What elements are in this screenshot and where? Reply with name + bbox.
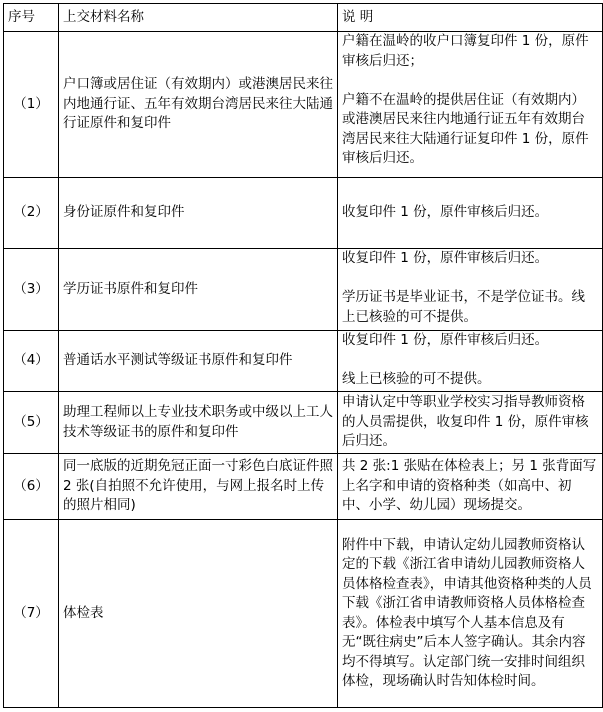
row-desc bbox=[338, 32, 603, 178]
row-no: （6） bbox=[4, 454, 59, 520]
desc-paragraph: 线上已核验的可不提供。 bbox=[342, 371, 491, 387]
row-desc bbox=[338, 454, 603, 520]
table-row bbox=[4, 249, 603, 331]
table-row bbox=[4, 520, 603, 708]
row-name: 学历证书原件和复印件 bbox=[59, 249, 338, 331]
header-no: 序号 bbox=[4, 4, 59, 32]
row-no: （2） bbox=[4, 178, 59, 249]
row-no: （3） bbox=[4, 249, 59, 331]
row-no: （5） bbox=[4, 392, 59, 454]
table-row bbox=[4, 32, 603, 178]
table-row bbox=[4, 331, 603, 392]
desc-paragraph: 附件中下载，申请认定幼儿园教师资格认定的下载《浙江省申请幼儿园教师资格人员体格检查表》，申请其他资格种类的人员下载《浙江省申请教师资格人员体格检查表》。体检表中填写个人基本信息及有无“既往病史”后本人签字确认。其余内容均不得填写。认定部门统一安排时间组织体检，现场确认时告知体检时间。 bbox=[342, 536, 592, 689]
desc-paragraph: 户籍在温岭的收户口簿复印件 1 份，原件审核后归还； bbox=[342, 33, 589, 69]
row-desc bbox=[338, 178, 603, 249]
row-name: 助理工程师以上专业技术职务或中级以上工人技术等级证书的原件和复印件 bbox=[59, 392, 338, 454]
row-desc bbox=[338, 392, 603, 454]
row-desc bbox=[338, 520, 603, 708]
row-name: 同一底版的近期免冠正面一寸彩色白底证件照 2 张(自拍照不允许使用，与网上报名时上传的照片相同) bbox=[59, 454, 338, 520]
desc-paragraph: 收复印件 1 份，原件审核后归还。 bbox=[342, 250, 549, 266]
materials-table bbox=[3, 3, 603, 708]
desc-paragraph: 申请认定中等职业学校实习指导教师资格的人员需提供，收复印件 1 份，原件审核后归还。 bbox=[342, 394, 589, 450]
row-desc bbox=[338, 331, 603, 392]
row-name: 体检表 bbox=[59, 520, 338, 708]
row-no: （4） bbox=[4, 331, 59, 392]
row-no: （7） bbox=[4, 520, 59, 708]
header-name: 上交材料名称 bbox=[59, 4, 338, 32]
desc-paragraph: 共 2 张:1 张贴在体检表上；另 1 张背面写上名字和申请的资格种类（如高中、初中、小学、幼儿园）现场提交。 bbox=[342, 458, 597, 514]
desc-paragraph: 户籍不在温岭的提供居住证（有效期内）或港澳居民来往内地通行证五年有效期台湾居民来往大陆通行证复印件 1 份，原件审核后归还。 bbox=[342, 91, 589, 166]
row-desc bbox=[338, 249, 603, 331]
desc-paragraph: 收复印件 1 份，原件审核后归还。 bbox=[342, 332, 549, 348]
desc-paragraph: 收复印件 1 份，原件审核后归还。 bbox=[342, 204, 549, 221]
row-name: 户口簿或居住证（有效期内）或港澳居民来往内地通行证、五年有效期台湾居民来往大陆通行证原件和复印件 bbox=[59, 32, 338, 178]
table-row bbox=[4, 454, 603, 520]
row-no: （1） bbox=[4, 32, 59, 178]
row-name: 普通话水平测试等级证书原件和复印件 bbox=[59, 331, 338, 392]
header-desc: 说 明 bbox=[338, 4, 603, 32]
table-row bbox=[4, 178, 603, 249]
row-name: 身份证原件和复印件 bbox=[59, 178, 338, 249]
desc-paragraph: 学历证书是毕业证书，不是学位证书。线上已核验的可不提供。 bbox=[342, 289, 585, 325]
table-header-row bbox=[4, 4, 603, 32]
table-row bbox=[4, 392, 603, 454]
